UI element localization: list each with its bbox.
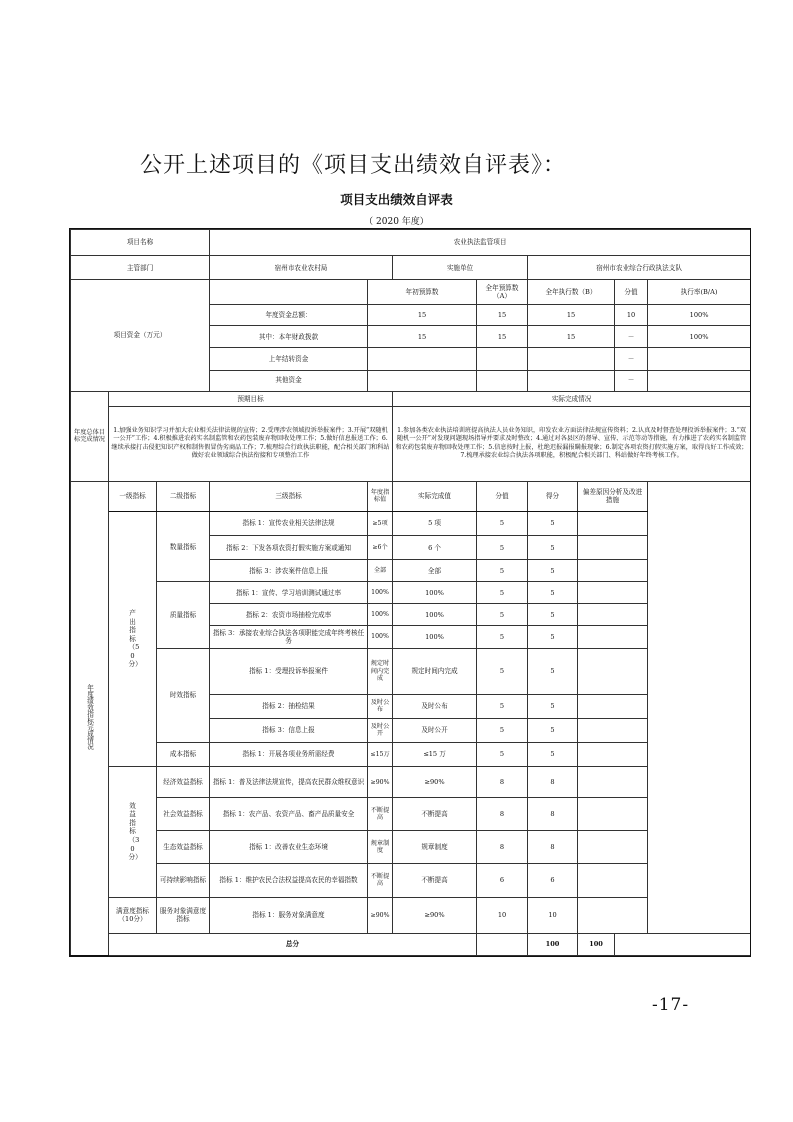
indicator-name: 指标 2：下发各项农资打假实施方案或通知 <box>210 536 368 560</box>
header-target: 年度指标值 <box>368 481 393 511</box>
indicator-target: 全部 <box>368 560 393 582</box>
indicator-score-value: 5 <box>477 536 528 560</box>
funds-budget-init: 15 <box>368 326 477 348</box>
indicator-target: 不断提高 <box>368 864 393 897</box>
indicator-level2: 经济效益指标 <box>157 767 210 798</box>
indicator-score-value: 5 <box>477 742 528 766</box>
indicator-actual: 6 个 <box>393 536 477 560</box>
goals-label: 年度总体目标完成情况 <box>71 391 109 481</box>
goals-expected-text: 1.加强业务知识学习并加大农业相关法律法规的宣传；2.受理涉农领域投诉举报案件；3.开展“双随机一公开”工作；4.积极推进农药实名制监管和农药包装废弃物回收处理工作；5.做好信息报送工作；6.继续承接打击侵犯知识产权和制售假冒伪劣商品工作；7.梳理综合行政执法职能，配合相关部门和科站做好农业领域综合执法衔接和专项整治工作 <box>109 406 393 481</box>
table-title: 项目支出绩效自评表 <box>340 192 453 207</box>
indicator-level2: 成本指标 <box>157 742 210 766</box>
indicator-deviation <box>578 767 648 798</box>
indicator-score-value: 6 <box>477 864 528 897</box>
indicator-actual: 不断提高 <box>393 864 477 897</box>
funds-rate <box>648 348 751 370</box>
indicator-level2: 可持续影响指标 <box>157 864 210 897</box>
total-score-value: 100 <box>528 933 578 955</box>
indicator-target: 100% <box>368 604 393 626</box>
indicator-level2: 时效指标 <box>157 648 210 742</box>
funds-executed <box>528 348 615 370</box>
indicator-deviation <box>578 694 648 718</box>
funds-budget-init <box>368 348 477 370</box>
total-deviation <box>615 933 751 955</box>
indicator-deviation <box>578 582 648 604</box>
indicator-score: 6 <box>528 864 578 897</box>
indicator-target: 规章制度 <box>368 831 393 864</box>
funds-rate: 100% <box>648 326 751 348</box>
funds-score-value: － <box>615 348 648 370</box>
indicator-actual: 规章制度 <box>393 831 477 864</box>
group-satisfaction: 满意度指标（10分） <box>109 897 157 933</box>
indicator-actual: 100% <box>393 604 477 626</box>
indicator-deviation <box>578 897 648 933</box>
group-output: 产出指标（50分） <box>109 512 157 767</box>
indicator-score: 5 <box>528 626 578 648</box>
indicator-actual: ≤15 万 <box>393 742 477 766</box>
indicator-name: 指标 1：开展各项业务所需经费 <box>210 742 368 766</box>
funds-row-label: 上年结转资金 <box>210 348 368 370</box>
indicator-target: ≤15万 <box>368 742 393 766</box>
funds-header-rate: 执行率(B/A) <box>648 280 751 305</box>
project-name-label: 项目名称 <box>71 230 210 256</box>
indicator-name: 指标 2：农资市场抽检完成率 <box>210 604 368 626</box>
page-number: -17- <box>652 995 690 1015</box>
funds-rate: 100% <box>648 305 751 326</box>
indicator-score: 8 <box>528 767 578 798</box>
indicator-target: ≥6个 <box>368 536 393 560</box>
header-score-value: 分值 <box>477 481 528 511</box>
indicator-score: 5 <box>528 604 578 626</box>
unit-value: 宿州市农业综合行政执法支队 <box>528 256 751 280</box>
indicator-name: 指标 2：抽检结果 <box>210 694 368 718</box>
funds-rate <box>648 370 751 391</box>
indicator-name: 指标 1：宣传、学习培训测试通过率 <box>210 582 368 604</box>
funds-budget-year <box>477 348 528 370</box>
indicator-score-value: 10 <box>477 897 528 933</box>
indicator-deviation <box>578 560 648 582</box>
dept-label: 主管部门 <box>71 256 210 280</box>
indicator-level2: 社会效益指标 <box>157 798 210 831</box>
indicator-deviation <box>578 626 648 648</box>
project-name-value: 农业执法监管项目 <box>210 230 751 256</box>
funds-row-label: 其中：本年财政拨款 <box>210 326 368 348</box>
indicator-score-value: 5 <box>477 626 528 648</box>
indicator-target: ≥90% <box>368 897 393 933</box>
indicator-name: 指标 3：信息上报 <box>210 718 368 742</box>
funds-row-label: 其他资金 <box>210 370 368 391</box>
indicator-score: 5 <box>528 718 578 742</box>
group-benefit: 效益指标（30分） <box>109 767 157 898</box>
indicator-deviation <box>578 798 648 831</box>
header-deviation: 偏差原因分析及改进措施 <box>578 481 648 511</box>
indicator-score: 5 <box>528 742 578 766</box>
indicator-name: 指标 1：农产品、农资产品、畜产品质量安全 <box>210 798 368 831</box>
funds-score-value: － <box>615 370 648 391</box>
indicator-name: 指标 3：承接农业综合执法各项职能完成年终考核任务 <box>210 626 368 648</box>
funds-header-executed: 全年执行数（B） <box>528 280 615 305</box>
indicator-target: 100% <box>368 582 393 604</box>
indicator-score-value: 5 <box>477 694 528 718</box>
goals-actual-header: 实际完成情况 <box>393 391 751 406</box>
indicator-level2: 数量指标 <box>157 512 210 582</box>
indicators-section-label: 年度绩效指标完成情况 <box>71 481 109 955</box>
indicator-score-value: 5 <box>477 604 528 626</box>
indicator-deviation <box>578 512 648 536</box>
indicator-score: 5 <box>528 560 578 582</box>
indicator-name: 指标 1：服务对象满意度 <box>210 897 368 933</box>
indicator-score: 5 <box>528 648 578 694</box>
funds-budget-year <box>477 370 528 391</box>
indicator-target: 100% <box>368 626 393 648</box>
indicator-actual: 规定时间内完成 <box>393 648 477 694</box>
funds-header-blank <box>210 280 368 305</box>
indicator-name: 指标 1：维护农民合法权益提高农民的幸福指数 <box>210 864 368 897</box>
indicator-target: 及时公开 <box>368 718 393 742</box>
indicator-name: 指标 1：宣传农业相关法律法规 <box>210 512 368 536</box>
header-score: 得分 <box>528 481 578 511</box>
funds-header-budget-init: 年初预算数 <box>368 280 477 305</box>
indicator-actual: ≥90% <box>393 767 477 798</box>
indicator-score: 5 <box>528 582 578 604</box>
table-year: （ 2020 年度） <box>364 217 429 227</box>
page-heading: 公开上述项目的《项目支出绩效自评表》： <box>140 153 567 178</box>
indicator-actual: ≥90% <box>393 897 477 933</box>
goals-expected-header: 预期目标 <box>109 391 393 406</box>
indicator-target: ≥5项 <box>368 512 393 536</box>
header-actual: 实际完成值 <box>393 481 477 511</box>
indicator-score-value: 5 <box>477 512 528 536</box>
indicator-target: 规定时间内完成 <box>368 648 393 694</box>
indicator-score: 5 <box>528 694 578 718</box>
total-score: 100 <box>578 933 615 955</box>
funds-label: 项目资金（万元） <box>71 280 210 391</box>
funds-executed: 15 <box>528 326 615 348</box>
indicator-actual: 100% <box>393 626 477 648</box>
indicator-score: 8 <box>528 798 578 831</box>
funds-score-value: 10 <box>615 305 648 326</box>
indicator-score: 5 <box>528 512 578 536</box>
indicator-level2: 质量指标 <box>157 582 210 648</box>
indicator-target: 及时公布 <box>368 694 393 718</box>
indicator-actual: 100% <box>393 582 477 604</box>
indicator-level2: 生态效益指标 <box>157 831 210 864</box>
indicator-name: 指标 1：受理投诉举报案件 <box>210 648 368 694</box>
indicator-actual: 及时公开 <box>393 718 477 742</box>
indicator-deviation <box>578 536 648 560</box>
indicator-score-value: 8 <box>477 767 528 798</box>
indicator-actual: 5 项 <box>393 512 477 536</box>
total-blank <box>477 933 528 955</box>
indicator-score-value: 8 <box>477 831 528 864</box>
dept-value: 宿州市农业农村局 <box>210 256 393 280</box>
indicator-level2: 服务对象满意度指标 <box>157 897 210 933</box>
indicator-deviation <box>578 864 648 897</box>
indicator-score-value: 5 <box>477 648 528 694</box>
indicator-deviation <box>578 718 648 742</box>
indicator-deviation <box>578 604 648 626</box>
indicator-deviation <box>578 831 648 864</box>
funds-header-score-value: 分值 <box>615 280 648 305</box>
indicator-deviation <box>578 742 648 766</box>
funds-budget-init: 15 <box>368 305 477 326</box>
indicator-name: 指标 1：普及法律法规宣传，提高农民群众维权意识 <box>210 767 368 798</box>
indicator-score-value: 8 <box>477 798 528 831</box>
unit-label: 实施单位 <box>393 256 528 280</box>
header-level2: 二级指标 <box>157 481 210 511</box>
total-label: 总分 <box>109 933 477 955</box>
indicator-score: 10 <box>528 897 578 933</box>
indicator-score: 5 <box>528 536 578 560</box>
indicator-actual: 及时公布 <box>393 694 477 718</box>
indicator-actual: 全部 <box>393 560 477 582</box>
indicator-deviation <box>578 648 648 694</box>
indicator-target: ≥90% <box>368 767 393 798</box>
indicator-target: 不断提高 <box>368 798 393 831</box>
funds-header-budget-year: 全年预算数（A） <box>477 280 528 305</box>
indicator-score-value: 5 <box>477 718 528 742</box>
funds-budget-init <box>368 370 477 391</box>
funds-row-label: 年度资金总额： <box>210 305 368 326</box>
self-evaluation-table <box>70 229 751 956</box>
indicator-actual: 不断提高 <box>393 798 477 831</box>
indicator-score-value: 5 <box>477 560 528 582</box>
funds-executed <box>528 370 615 391</box>
indicator-name: 指标 3：涉农案件信息上报 <box>210 560 368 582</box>
header-level1: 一级指标 <box>109 481 157 511</box>
funds-score-value: － <box>615 326 648 348</box>
goals-actual-text: 1.参加各类农业执法培训班提高执法人员业务知识，印发农业方面法律法规宣传资料；2.认真及时督查处理投诉举报案件；3.“双随机一公开”对发现问题现场指导并要求及时整改；4.通过对各县区的督导、宣传、示范等动等措施，有力推进了农药实名制监管和农药包装废弃物回收处理工作；5.信息按时上报，杜绝迟报漏报瞒报现象；6.制定各项农资打假实施方案，取得良好工作成效；7.梳理承接农业综合执法各项职能，积极配合相关部门、科站做好年终考核工作。 <box>393 406 751 481</box>
indicator-score-value: 5 <box>477 582 528 604</box>
funds-budget-year: 15 <box>477 305 528 326</box>
funds-budget-year: 15 <box>477 326 528 348</box>
header-level3: 三级指标 <box>210 481 368 511</box>
indicator-name: 指标 1：改善农业生态环境 <box>210 831 368 864</box>
funds-executed: 15 <box>528 305 615 326</box>
indicator-score: 8 <box>528 831 578 864</box>
